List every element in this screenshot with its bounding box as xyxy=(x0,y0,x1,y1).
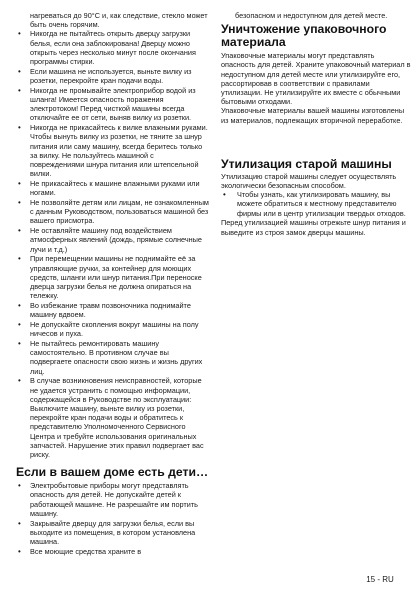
packaging-heading: Уничтожение упаковочного материала xyxy=(221,22,387,50)
list-item: • Не допускайте скопления вокруг машины на полу ничесов и пуха. xyxy=(16,320,210,338)
list-item: • Не пытайтесь ремонтировать машину самостоятельно. В противном случае вы подвергаете опасности свою жизнь и жизнь других лиц. xyxy=(16,339,210,376)
disposal-paragraph: Утилизацию старой машины следует осуществлять экологически безопасным способом. xyxy=(221,171,397,191)
children-list xyxy=(16,481,210,556)
list-item: • Никогда не пытайтесь открыть дверцу загрузки белья, если она заблокирована! Дверцу можно открыть через несколько минут после окончания программы стирки. xyxy=(16,29,210,66)
list-item: • Во избежание травм позвоночника поднимайте машину вдвоем. xyxy=(16,301,210,319)
list-item: • Не позволяйте детям или лицам, не ознакомленным с данным Руководством, пользоваться машиной без вашего присмотра. xyxy=(16,198,210,226)
right-column xyxy=(221,11,411,237)
list-item: • Не прикасайтесь к машине влажными руками или ногами. xyxy=(16,179,210,197)
list-item: • Электробытовые приборы могут представлять опасность для детей. Не допускайте детей к работающей машине. Не разрешайте им портить машину. xyxy=(16,481,210,518)
list-item: • Никогда не прикасайтесь к вилке влажными руками. Чтобы вынуть вилку из розетки, не тяните за шнур питания или саму машину, всегда беритесь только за вилку. Не пользуйтесь машиной с повреждениями шнура питания или штепсельной вилки. xyxy=(16,123,210,178)
list-item: • Закрывайте дверцу для загрузки белья, если вы выходите из помещения, в котором установлена машина. xyxy=(16,519,210,547)
list-item: • Не оставляйте машину под воздействием атмосферных явлений (дождь, прямые солнечные лучи и т.д.) xyxy=(16,226,210,254)
disposal-list xyxy=(221,190,411,218)
list-item: • В случае возникновения неисправностей, которые не удается устранить с помощью информации, содержащейся в Руководстве по эксплуатации: Выключите машину, выньте вилку из розетки, перекройте кран подачи воды и обратитесь к представителю Уполномоченного Сервисного Центра и требуйте использования оригинальных запчастей. Нарушение этих правил подвергает вас риску. xyxy=(16,376,210,459)
packaging-recycle-paragraph: Упаковочные материалы вашей машины изготовлены из материалов, подлежащих вторичной переработке. xyxy=(221,106,405,125)
list-item: • Никогда не промывайте электроприбор водой из шланга! Имеется опасность поражения электротоком! Перед чисткой машины всегда отключайте ее от сети, выняв вилку из розетки. xyxy=(16,86,210,123)
list-item: • Все моющие средства храните в xyxy=(16,547,210,556)
continuation-text: безопасном и недоступном для детей месте. xyxy=(235,11,388,20)
list-item: • При перемещении машины не поднимайте её за управляющие ручки, за контейнер для моющих средств, шланги или шнур питания.При переноске дверца загрузки белья не должна опираться на тележку. xyxy=(16,254,210,300)
page-footer xyxy=(0,575,420,584)
safety-list xyxy=(16,29,210,459)
left-column xyxy=(16,11,210,557)
list-item: • Если машина не используется, выньте вилку из розетки, перекройте кран подачи воды. xyxy=(16,67,210,85)
list-item: • Чтобы узнать, как утилизировать машину, вы можете обратиться к местному представителю фирмы или в центр утилизации твердых отходов. xyxy=(221,190,411,218)
disposal-cord-paragraph: Перед утилизацией машины отрежьте шнур питания и выведите из строя замок дверцы машины. xyxy=(221,218,406,237)
children-heading: Если в вашем доме есть дети… xyxy=(16,465,209,480)
disposal-heading: Утилизация старой машины xyxy=(221,156,392,171)
packaging-paragraph: Упаковочные материалы могут представлять опасность для детей. Храните упаковочный материал в недоступном для детей месте или утилизируйте его, рассортировав в соответствии с правилами утилизации. Не утилизируйте их вместе с обычными бытовыми отходами. xyxy=(221,51,411,107)
page-number: 15 - RU xyxy=(366,575,394,584)
intro-text: нагреваться до 90°C и, как следствие, стекло может быть очень горячим. xyxy=(30,11,208,30)
